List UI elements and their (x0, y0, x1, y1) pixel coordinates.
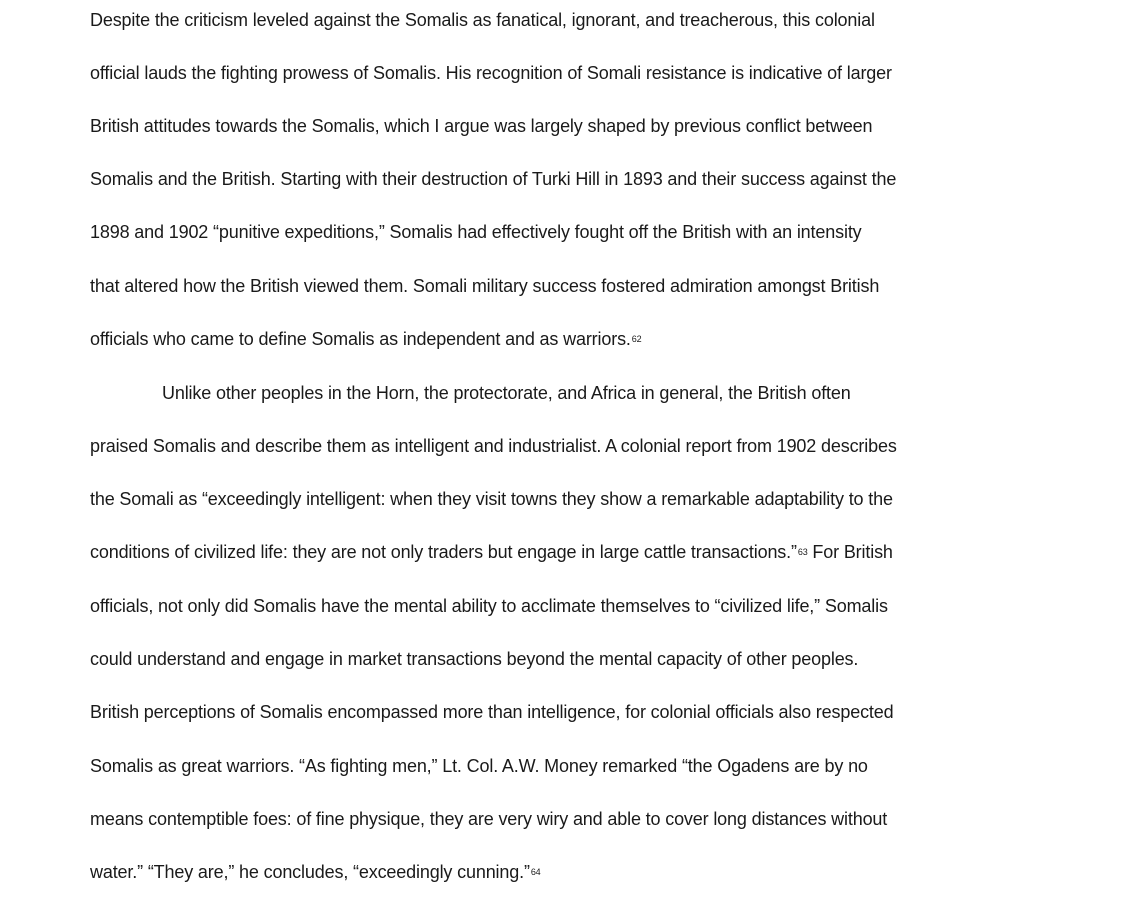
line-text: means contemptible foes: of fine physique, they are very wiry and able to cover long distances without (90, 809, 888, 829)
footnote-marker[interactable]: 64 (530, 867, 541, 877)
text-line (90, 275, 879, 297)
text-line (90, 9, 875, 31)
text-line (90, 861, 541, 883)
text-line (90, 808, 887, 830)
text-line (90, 541, 893, 563)
line-text: British attitudes towards the Somalis, which I argue was largely shaped by previous conflict between (90, 116, 873, 136)
line-text-continuation: For British (807, 542, 893, 562)
line-text: officials who came to define Somalis as independent and as warriors. (90, 329, 631, 349)
line-text: British perceptions of Somalis encompassed more than intelligence, for colonial officials also respected (90, 702, 894, 722)
line-text: Somalis and the British. Starting with their destruction of Turki Hill in 1893 and their success against the (90, 169, 897, 189)
text-line (90, 328, 642, 350)
line-text: Unlike other peoples in the Horn, the protectorate, and Africa in general, the British often (162, 383, 851, 403)
line-text: praised Somalis and describe them as intelligent and industrialist. A colonial report from 1902 describes (90, 436, 897, 456)
text-line (90, 115, 872, 137)
line-text: Despite the criticism leveled against the Somalis as fanatical, ignorant, and treacherous, this colonial (90, 10, 875, 30)
text-line (90, 595, 888, 617)
footnote-marker[interactable]: 63 (797, 547, 808, 557)
text-line (90, 62, 892, 84)
line-text: the Somali as “exceedingly intelligent: when they visit towns they show a remarkable adaptability to the (90, 489, 893, 509)
text-line (90, 221, 862, 243)
line-text: could understand and engage in market transactions beyond the mental capacity of other peoples. (90, 649, 859, 669)
line-text: that altered how the British viewed them. Somali military success fostered admiration amongst British (90, 276, 880, 296)
line-text: 1898 and 1902 “punitive expeditions,” Somalis had effectively fought off the British with an intensity (90, 222, 862, 242)
line-text: Somalis as great warriors. “As fighting men,” Lt. Col. A.W. Money remarked “the Ogadens are by no (90, 756, 868, 776)
text-line (90, 488, 893, 510)
text-line (90, 435, 897, 457)
text-line (90, 648, 858, 670)
text-line (90, 701, 894, 723)
line-text: water.” “They are,” he concludes, “exceedingly cunning.” (90, 862, 530, 882)
line-text: official lauds the fighting prowess of Somalis. His recognition of Somali resistance is indicative of larger (90, 63, 892, 83)
line-text: conditions of civilized life: they are not only traders but engage in large cattle transactions.” (90, 542, 797, 562)
text-line (90, 168, 896, 190)
line-text: officials, not only did Somalis have the mental ability to acclimate themselves to “civilized life,” Somalis (90, 596, 888, 616)
footnote-marker[interactable]: 62 (631, 334, 642, 344)
text-line (90, 755, 868, 777)
text-line-indented (162, 382, 851, 404)
